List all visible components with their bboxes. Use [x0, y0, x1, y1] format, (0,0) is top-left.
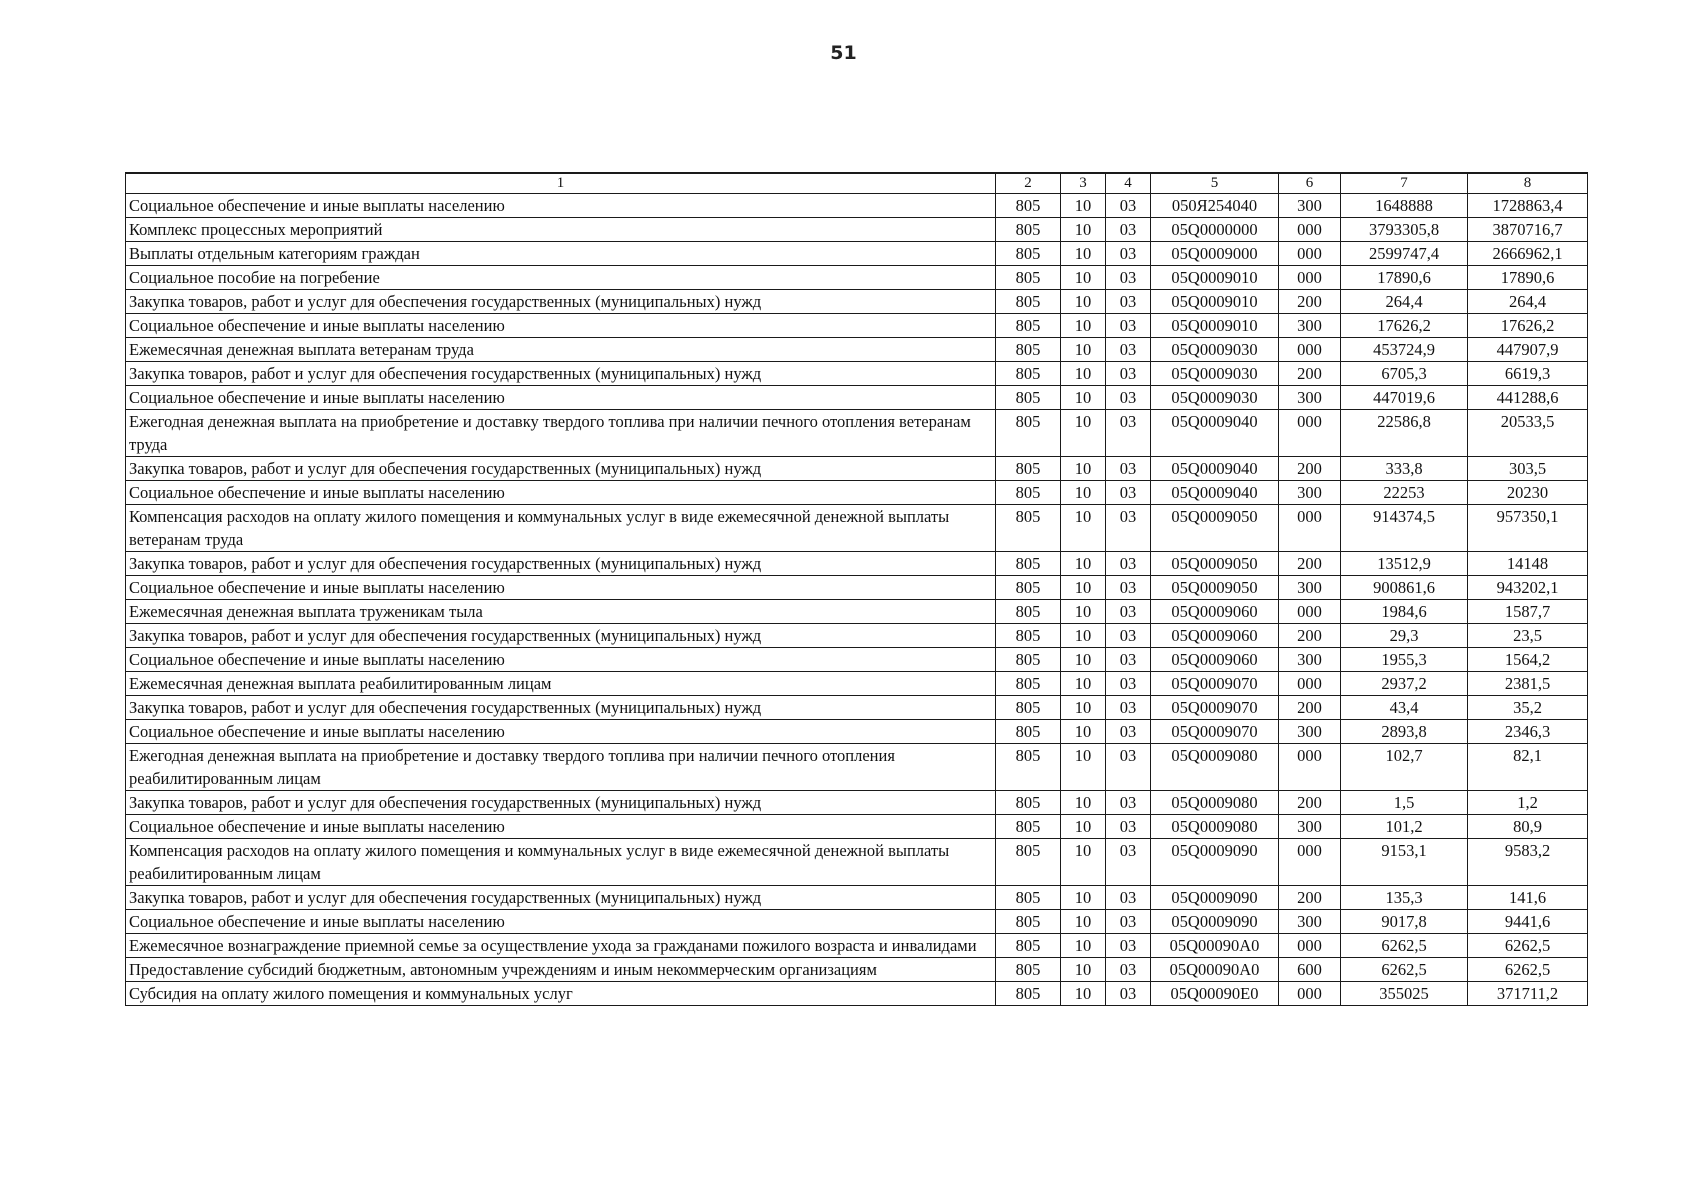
column-header: 2 [996, 173, 1061, 194]
section-code: 10 [1061, 338, 1106, 362]
target-article-code: 05Q0009040 [1151, 457, 1279, 481]
subsection-code: 03 [1106, 194, 1151, 218]
ministry-code: 805 [996, 839, 1061, 886]
expense-type-code: 000 [1279, 982, 1341, 1006]
amount-col-7: 102,7 [1341, 744, 1468, 791]
amount-col-7: 9153,1 [1341, 839, 1468, 886]
row-name: Ежемесячная денежная выплата реабилитированным лицам [126, 672, 996, 696]
amount-col-7: 13512,9 [1341, 552, 1468, 576]
row-name: Ежемесячное вознаграждение приемной семье за осуществление ухода за гражданами пожилого возраста и инвалидами [126, 934, 996, 958]
row-name: Комплекс процессных мероприятий [126, 218, 996, 242]
target-article-code: 05Q00090A0 [1151, 958, 1279, 982]
expense-type-code: 000 [1279, 266, 1341, 290]
target-article-code: 05Q0009090 [1151, 886, 1279, 910]
ministry-code: 805 [996, 576, 1061, 600]
ministry-code: 805 [996, 744, 1061, 791]
target-article-code: 05Q0009010 [1151, 314, 1279, 338]
amount-col-8: 447907,9 [1468, 338, 1588, 362]
amount-col-8: 3870716,7 [1468, 218, 1588, 242]
expense-type-code: 000 [1279, 600, 1341, 624]
ministry-code: 805 [996, 624, 1061, 648]
subsection-code: 03 [1106, 338, 1151, 362]
amount-col-7: 914374,5 [1341, 505, 1468, 552]
row-name: Социальное обеспечение и иные выплаты населению [126, 576, 996, 600]
amount-col-8: 35,2 [1468, 696, 1588, 720]
amount-col-8: 2666962,1 [1468, 242, 1588, 266]
expense-type-code: 300 [1279, 194, 1341, 218]
table-row [126, 552, 1588, 576]
section-code: 10 [1061, 194, 1106, 218]
row-name: Социальное пособие на погребение [126, 266, 996, 290]
row-name: Ежемесячная денежная выплата ветеранам труда [126, 338, 996, 362]
amount-col-7: 101,2 [1341, 815, 1468, 839]
section-code: 10 [1061, 839, 1106, 886]
row-name: Предоставление субсидий бюджетным, автономным учреждениям и иным некоммерческим организациям [126, 958, 996, 982]
target-article-code: 05Q0009060 [1151, 648, 1279, 672]
target-article-code: 05Q0009080 [1151, 815, 1279, 839]
column-header: 4 [1106, 173, 1151, 194]
ministry-code: 805 [996, 194, 1061, 218]
section-code: 10 [1061, 505, 1106, 552]
ministry-code: 805 [996, 648, 1061, 672]
amount-col-7: 6262,5 [1341, 958, 1468, 982]
section-code: 10 [1061, 696, 1106, 720]
section-code: 10 [1061, 886, 1106, 910]
ministry-code: 805 [996, 720, 1061, 744]
section-code: 10 [1061, 457, 1106, 481]
section-code: 10 [1061, 624, 1106, 648]
ministry-code: 805 [996, 481, 1061, 505]
table-row [126, 505, 1588, 552]
section-code: 10 [1061, 815, 1106, 839]
amount-col-7: 1,5 [1341, 791, 1468, 815]
expense-type-code: 300 [1279, 314, 1341, 338]
amount-col-8: 371711,2 [1468, 982, 1588, 1006]
section-code: 10 [1061, 552, 1106, 576]
amount-col-7: 6262,5 [1341, 934, 1468, 958]
amount-col-8: 17626,2 [1468, 314, 1588, 338]
table-row [126, 242, 1588, 266]
table-row [126, 791, 1588, 815]
row-name: Социальное обеспечение и иные выплаты населению [126, 314, 996, 338]
subsection-code: 03 [1106, 744, 1151, 791]
subsection-code: 03 [1106, 410, 1151, 457]
table-row [126, 194, 1588, 218]
column-header: 3 [1061, 173, 1106, 194]
amount-col-7: 2937,2 [1341, 672, 1468, 696]
row-name: Закупка товаров, работ и услуг для обеспечения государственных (муниципальных) нужд [126, 624, 996, 648]
ministry-code: 805 [996, 386, 1061, 410]
row-name: Ежегодная денежная выплата на приобретение и доставку твердого топлива при наличии печного отопления ветеранам труда [126, 410, 996, 457]
ministry-code: 805 [996, 410, 1061, 457]
ministry-code: 805 [996, 505, 1061, 552]
amount-col-8: 441288,6 [1468, 386, 1588, 410]
subsection-code: 03 [1106, 218, 1151, 242]
expense-type-code: 000 [1279, 505, 1341, 552]
table-row [126, 576, 1588, 600]
subsection-code: 03 [1106, 576, 1151, 600]
table-row [126, 386, 1588, 410]
expense-type-code: 000 [1279, 744, 1341, 791]
row-name: Компенсация расходов на оплату жилого помещения и коммунальных услуг в виде ежемесячной денежной выплаты реабилитированным лицам [126, 839, 996, 886]
target-article-code: 05Q0009060 [1151, 624, 1279, 648]
ministry-code: 805 [996, 886, 1061, 910]
subsection-code: 03 [1106, 720, 1151, 744]
table-row [126, 314, 1588, 338]
amount-col-8: 20533,5 [1468, 410, 1588, 457]
target-article-code: 05Q0009050 [1151, 505, 1279, 552]
ministry-code: 805 [996, 791, 1061, 815]
row-name: Социальное обеспечение и иные выплаты населению [126, 481, 996, 505]
expense-type-code: 200 [1279, 886, 1341, 910]
target-article-code: 05Q00090A0 [1151, 934, 1279, 958]
amount-col-7: 447019,6 [1341, 386, 1468, 410]
subsection-code: 03 [1106, 672, 1151, 696]
column-header: 6 [1279, 173, 1341, 194]
table-row [126, 934, 1588, 958]
expense-type-code: 300 [1279, 576, 1341, 600]
amount-col-7: 43,4 [1341, 696, 1468, 720]
subsection-code: 03 [1106, 958, 1151, 982]
expense-type-code: 300 [1279, 910, 1341, 934]
row-name: Компенсация расходов на оплату жилого помещения и коммунальных услуг в виде ежемесячной денежной выплаты ветеранам труда [126, 505, 996, 552]
ministry-code: 805 [996, 218, 1061, 242]
target-article-code: 05Q0009010 [1151, 266, 1279, 290]
amount-col-8: 20230 [1468, 481, 1588, 505]
amount-col-7: 135,3 [1341, 886, 1468, 910]
amount-col-8: 2346,3 [1468, 720, 1588, 744]
amount-col-8: 9441,6 [1468, 910, 1588, 934]
expense-type-code: 200 [1279, 362, 1341, 386]
column-header: 8 [1468, 173, 1588, 194]
amount-col-7: 2893,8 [1341, 720, 1468, 744]
amount-col-8: 943202,1 [1468, 576, 1588, 600]
page-number: 51 [830, 42, 857, 64]
amount-col-8: 82,1 [1468, 744, 1588, 791]
amount-col-8: 303,5 [1468, 457, 1588, 481]
expense-type-code: 200 [1279, 457, 1341, 481]
target-article-code: 05Q0009070 [1151, 720, 1279, 744]
column-header: 1 [126, 173, 996, 194]
amount-col-8: 80,9 [1468, 815, 1588, 839]
expense-type-code: 300 [1279, 648, 1341, 672]
amount-col-7: 1955,3 [1341, 648, 1468, 672]
ministry-code: 805 [996, 696, 1061, 720]
row-name: Социальное обеспечение и иные выплаты населению [126, 648, 996, 672]
table-row [126, 648, 1588, 672]
subsection-code: 03 [1106, 290, 1151, 314]
section-code: 10 [1061, 744, 1106, 791]
row-name: Закупка товаров, работ и услуг для обеспечения государственных (муниципальных) нужд [126, 552, 996, 576]
target-article-code: 05Q0009070 [1151, 696, 1279, 720]
section-code: 10 [1061, 290, 1106, 314]
table-row [126, 982, 1588, 1006]
section-code: 10 [1061, 266, 1106, 290]
table-row [126, 815, 1588, 839]
amount-col-7: 453724,9 [1341, 338, 1468, 362]
amount-col-7: 355025 [1341, 982, 1468, 1006]
amount-col-7: 333,8 [1341, 457, 1468, 481]
target-article-code: 05Q0009010 [1151, 290, 1279, 314]
amount-col-8: 14148 [1468, 552, 1588, 576]
row-name: Ежегодная денежная выплата на приобретение и доставку твердого топлива при наличии печного отопления реабилитированным лицам [126, 744, 996, 791]
table-row [126, 218, 1588, 242]
amount-col-8: 1,2 [1468, 791, 1588, 815]
ministry-code: 805 [996, 672, 1061, 696]
amount-col-7: 17890,6 [1341, 266, 1468, 290]
row-name: Социальное обеспечение и иные выплаты населению [126, 815, 996, 839]
ministry-code: 805 [996, 934, 1061, 958]
expense-type-code: 200 [1279, 791, 1341, 815]
row-name: Социальное обеспечение и иные выплаты населению [126, 194, 996, 218]
table-body [126, 194, 1588, 1006]
amount-col-8: 1564,2 [1468, 648, 1588, 672]
subsection-code: 03 [1106, 386, 1151, 410]
expense-type-code: 300 [1279, 815, 1341, 839]
target-article-code: 05Q0009030 [1151, 386, 1279, 410]
amount-col-8: 1587,7 [1468, 600, 1588, 624]
amount-col-8: 6262,5 [1468, 958, 1588, 982]
section-code: 10 [1061, 982, 1106, 1006]
subsection-code: 03 [1106, 791, 1151, 815]
subsection-code: 03 [1106, 839, 1151, 886]
row-name: Закупка товаров, работ и услуг для обеспечения государственных (муниципальных) нужд [126, 791, 996, 815]
expense-type-code: 000 [1279, 934, 1341, 958]
subsection-code: 03 [1106, 505, 1151, 552]
row-name: Социальное обеспечение и иные выплаты населению [126, 720, 996, 744]
expense-type-code: 000 [1279, 338, 1341, 362]
expense-type-code: 000 [1279, 218, 1341, 242]
subsection-code: 03 [1106, 910, 1151, 934]
amount-col-7: 22253 [1341, 481, 1468, 505]
table-row [126, 672, 1588, 696]
subsection-code: 03 [1106, 815, 1151, 839]
amount-col-8: 23,5 [1468, 624, 1588, 648]
table-row [126, 481, 1588, 505]
subsection-code: 03 [1106, 696, 1151, 720]
table-row [126, 624, 1588, 648]
row-name: Закупка товаров, работ и услуг для обеспечения государственных (муниципальных) нужд [126, 696, 996, 720]
amount-col-7: 2599747,4 [1341, 242, 1468, 266]
subsection-code: 03 [1106, 481, 1151, 505]
table-row [126, 290, 1588, 314]
table-row [126, 696, 1588, 720]
section-code: 10 [1061, 934, 1106, 958]
amount-col-8: 6262,5 [1468, 934, 1588, 958]
target-article-code: 05Q0009040 [1151, 481, 1279, 505]
subsection-code: 03 [1106, 934, 1151, 958]
table-row [126, 720, 1588, 744]
table-row [126, 958, 1588, 982]
subsection-code: 03 [1106, 648, 1151, 672]
section-code: 10 [1061, 720, 1106, 744]
expense-type-code: 200 [1279, 624, 1341, 648]
target-article-code: 05Q0009030 [1151, 338, 1279, 362]
subsection-code: 03 [1106, 624, 1151, 648]
subsection-code: 03 [1106, 266, 1151, 290]
expense-type-code: 000 [1279, 410, 1341, 457]
ministry-code: 805 [996, 910, 1061, 934]
section-code: 10 [1061, 672, 1106, 696]
section-code: 10 [1061, 314, 1106, 338]
row-name: Выплаты отдельным категориям граждан [126, 242, 996, 266]
table-row [126, 886, 1588, 910]
table-row [126, 457, 1588, 481]
section-code: 10 [1061, 576, 1106, 600]
target-article-code: 05Q0009070 [1151, 672, 1279, 696]
table-row [126, 910, 1588, 934]
ministry-code: 805 [996, 457, 1061, 481]
expense-type-code: 000 [1279, 242, 1341, 266]
table-row [126, 410, 1588, 457]
expense-type-code: 200 [1279, 552, 1341, 576]
table-row [126, 338, 1588, 362]
ministry-code: 805 [996, 982, 1061, 1006]
row-name: Закупка товаров, работ и услуг для обеспечения государственных (муниципальных) нужд [126, 290, 996, 314]
expense-type-code: 200 [1279, 696, 1341, 720]
row-name: Закупка товаров, работ и услуг для обеспечения государственных (муниципальных) нужд [126, 362, 996, 386]
amount-col-8: 2381,5 [1468, 672, 1588, 696]
column-header: 5 [1151, 173, 1279, 194]
target-article-code: 05Q0009050 [1151, 576, 1279, 600]
target-article-code: 050Я254040 [1151, 194, 1279, 218]
section-code: 10 [1061, 410, 1106, 457]
expense-type-code: 300 [1279, 481, 1341, 505]
expense-type-code: 000 [1279, 839, 1341, 886]
table-row [126, 600, 1588, 624]
amount-col-7: 6705,3 [1341, 362, 1468, 386]
subsection-code: 03 [1106, 982, 1151, 1006]
target-article-code: 05Q0009090 [1151, 910, 1279, 934]
amount-col-7: 1648888 [1341, 194, 1468, 218]
amount-col-7: 1984,6 [1341, 600, 1468, 624]
ministry-code: 805 [996, 266, 1061, 290]
amount-col-7: 9017,8 [1341, 910, 1468, 934]
expense-type-code: 200 [1279, 290, 1341, 314]
amount-col-8: 957350,1 [1468, 505, 1588, 552]
amount-col-7: 17626,2 [1341, 314, 1468, 338]
ministry-code: 805 [996, 242, 1061, 266]
section-code: 10 [1061, 791, 1106, 815]
ministry-code: 805 [996, 338, 1061, 362]
target-article-code: 05Q0009050 [1151, 552, 1279, 576]
table-row [126, 362, 1588, 386]
target-article-code: 05Q0009040 [1151, 410, 1279, 457]
subsection-code: 03 [1106, 552, 1151, 576]
section-code: 10 [1061, 910, 1106, 934]
ministry-code: 805 [996, 958, 1061, 982]
target-article-code: 05Q0009060 [1151, 600, 1279, 624]
target-article-code: 05Q0009090 [1151, 839, 1279, 886]
subsection-code: 03 [1106, 600, 1151, 624]
ministry-code: 805 [996, 290, 1061, 314]
ministry-code: 805 [996, 362, 1061, 386]
section-code: 10 [1061, 242, 1106, 266]
section-code: 10 [1061, 600, 1106, 624]
section-code: 10 [1061, 958, 1106, 982]
expense-type-code: 300 [1279, 720, 1341, 744]
table-header-row [126, 173, 1588, 194]
table-row [126, 266, 1588, 290]
target-article-code: 05Q0000000 [1151, 218, 1279, 242]
amount-col-8: 9583,2 [1468, 839, 1588, 886]
subsection-code: 03 [1106, 242, 1151, 266]
amount-col-7: 264,4 [1341, 290, 1468, 314]
section-code: 10 [1061, 386, 1106, 410]
target-article-code: 05Q0009080 [1151, 791, 1279, 815]
section-code: 10 [1061, 481, 1106, 505]
amount-col-7: 29,3 [1341, 624, 1468, 648]
subsection-code: 03 [1106, 314, 1151, 338]
subsection-code: 03 [1106, 886, 1151, 910]
expense-type-code: 000 [1279, 672, 1341, 696]
section-code: 10 [1061, 648, 1106, 672]
target-article-code: 05Q0009000 [1151, 242, 1279, 266]
ministry-code: 805 [996, 314, 1061, 338]
row-name: Субсидия на оплату жилого помещения и коммунальных услуг [126, 982, 996, 1006]
expense-type-code: 300 [1279, 386, 1341, 410]
ministry-code: 805 [996, 815, 1061, 839]
amount-col-8: 6619,3 [1468, 362, 1588, 386]
column-header: 7 [1341, 173, 1468, 194]
row-name: Социальное обеспечение и иные выплаты населению [126, 910, 996, 934]
table-row [126, 744, 1588, 791]
target-article-code: 05Q0009080 [1151, 744, 1279, 791]
amount-col-8: 141,6 [1468, 886, 1588, 910]
row-name: Закупка товаров, работ и услуг для обеспечения государственных (муниципальных) нужд [126, 886, 996, 910]
row-name: Ежемесячная денежная выплата труженикам тыла [126, 600, 996, 624]
subsection-code: 03 [1106, 362, 1151, 386]
expense-type-code: 600 [1279, 958, 1341, 982]
target-article-code: 05Q00090E0 [1151, 982, 1279, 1006]
section-code: 10 [1061, 362, 1106, 386]
table-row [126, 839, 1588, 886]
subsection-code: 03 [1106, 457, 1151, 481]
amount-col-8: 264,4 [1468, 290, 1588, 314]
budget-table [125, 172, 1588, 1006]
amount-col-7: 3793305,8 [1341, 218, 1468, 242]
row-name: Социальное обеспечение и иные выплаты населению [126, 386, 996, 410]
row-name: Закупка товаров, работ и услуг для обеспечения государственных (муниципальных) нужд [126, 457, 996, 481]
amount-col-7: 22586,8 [1341, 410, 1468, 457]
ministry-code: 805 [996, 552, 1061, 576]
amount-col-7: 900861,6 [1341, 576, 1468, 600]
amount-col-8: 17890,6 [1468, 266, 1588, 290]
target-article-code: 05Q0009030 [1151, 362, 1279, 386]
section-code: 10 [1061, 218, 1106, 242]
ministry-code: 805 [996, 600, 1061, 624]
amount-col-8: 1728863,4 [1468, 194, 1588, 218]
